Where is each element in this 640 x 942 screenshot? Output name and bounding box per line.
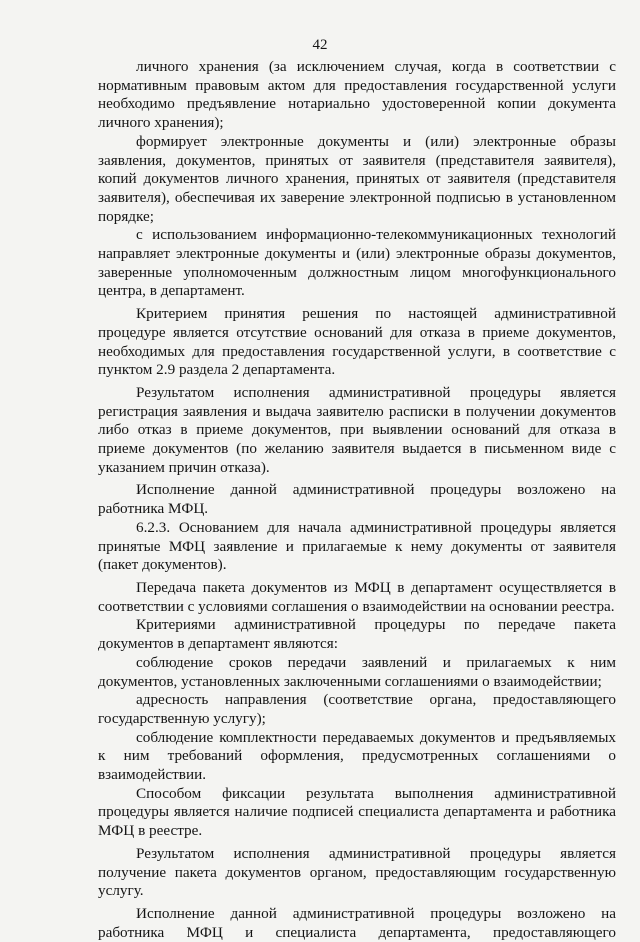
paragraph: Критериями административной процедуры по передаче пакета документов в департамент являются: — [98, 616, 616, 653]
paragraph: Передача пакета документов из МФЦ в департамент осуществляется в соответствии с условиями соглашения о взаимодействии на основании реестра. — [98, 578, 616, 615]
paragraph: Исполнение данной административной процедуры возложено на работника МФЦ и специалиста департамента, предоставляющего — [98, 904, 616, 941]
paragraph: Критерием принятия решения по настоящей административной процедуре является отсутствие оснований для отказа в приеме документов, необходимых для предоставления государственной услуги, в соответствие с пунктом 2.9 раздела 2 департамента. — [98, 305, 616, 379]
paragraph: Результатом исполнения административной процедуры является регистрация заявления и выдача заявителю расписки в получении документов либо отказ в приеме документов, при выявлении оснований для отказа в приеме документов (по желанию заявителя выдается в письменном виде с указанием причин отказа). — [98, 383, 616, 476]
paragraph: Результатом исполнения административной процедуры является получение пакета документов органом, предоставляющим государственную услугу. — [98, 844, 616, 900]
paragraph: Исполнение данной административной процедуры возложено на работника МФЦ. — [98, 481, 616, 518]
page-number: 42 — [312, 37, 328, 53]
paragraph: соблюдение сроков передачи заявлений и прилагаемых к ним документов, установленных заключенными соглашениями о взаимодействии; — [98, 653, 616, 690]
paragraph: 6.2.3. Основанием для начала административной процедуры является принятые МФЦ заявление и прилагаемые к нему документы от заявителя (пакет документов). — [98, 518, 616, 574]
paragraph: формирует электронные документы и (или) электронные образы заявления, документов, принятых от заявителя (представителя заявителя), копий документов личного хранения, принятых от заявителя (представителя заявителя), обеспечивая их заверение электронной подписью в установленном порядке; — [98, 132, 616, 225]
paragraph: адресность направления (соответствие органа, предоставляющего государственную услугу); — [98, 691, 616, 727]
paragraph: личного хранения (за исключением случая, когда в соответствии с нормативным правовым актом для предоставления государственной услуги необходимо предъявление нотариально удостоверенной копии документа личного хранения); — [98, 58, 616, 132]
document-body — [98, 58, 616, 942]
paragraph: соблюдение комплектности передаваемых документов и предъявляемых к ним требований оформления, предусмотренных соглашениями о взаимодействии. — [98, 728, 616, 784]
paragraph: с использованием информационно-телекоммуникационных технологий направляет электронные документы и (или) электронные образы документов, заверенные уполномоченным должностным лицом многофункционального центра, в департамент. — [98, 226, 616, 300]
paragraph: Способом фиксации результата выполнения административной процедуры является наличие подписей специалиста департамента и работника МФЦ в реестре. — [98, 784, 616, 840]
